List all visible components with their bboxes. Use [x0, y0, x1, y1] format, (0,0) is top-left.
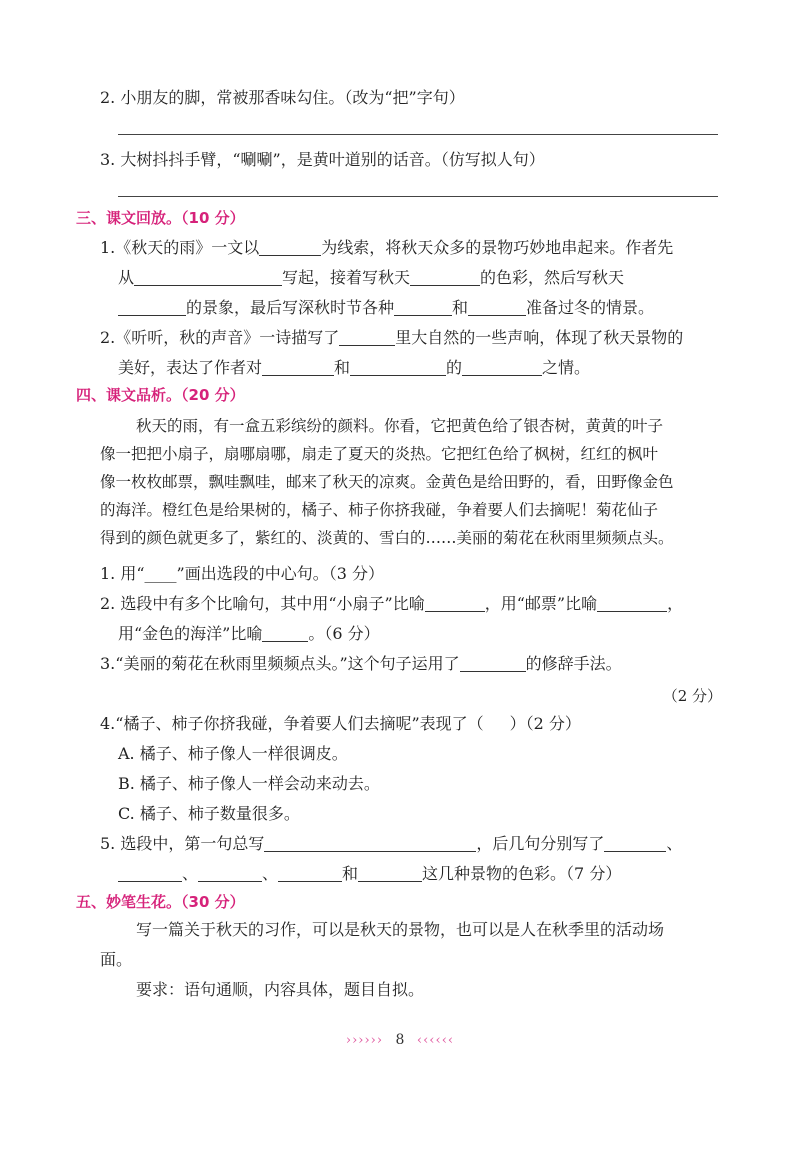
blank[interactable] [350, 359, 446, 376]
blank[interactable] [198, 865, 262, 882]
s3-line-5: 美好，表达了作者对 和 的 之情。 [118, 358, 591, 377]
blank[interactable] [264, 835, 476, 852]
blank[interactable] [118, 865, 182, 882]
blank[interactable] [259, 239, 321, 256]
passage-line: 得到的颜色就更多了，紫红的、淡黄的、雪白的……美丽的菊花在秋雨里频频点头。 [100, 529, 674, 547]
s3-line-3: 的景象，最后写深秋时节各种 和 准备过冬的情景。 [118, 296, 654, 320]
blank[interactable] [339, 329, 395, 346]
s5-text-line-1: 写一篇关于秋天的习作，可以是秋天的景物，也可以是人在秋季里的活动场 [136, 920, 665, 939]
blank[interactable] [468, 299, 526, 316]
s4-question-5: 5. 选段中，第一句总写 ，后几句分别写了 、 [100, 834, 683, 853]
passage-line: 像一把把小扇子，扇哪扇哪，扇走了夏天的炎热。它把红色给了枫树，红红的枫叶 [100, 445, 659, 463]
page-footer [0, 1032, 800, 1048]
s4-question-3: 3.“美丽的菊花在秋雨里频频点头。”这个句子运用了 的修辞手法。 [100, 654, 622, 673]
blank[interactable] [118, 299, 186, 316]
s3-line-1: 1.《秋天的雨》一文以 为线索，将秋天众多的景物巧妙地串起来。作者先 [100, 238, 674, 257]
blank[interactable] [462, 359, 542, 376]
option-a: A. 橘子、柿子像人一样很调皮。 [118, 744, 348, 763]
page-number: 8 [395, 1032, 405, 1048]
blank[interactable] [262, 359, 334, 376]
blank[interactable] [604, 835, 666, 852]
section-5-title: 五、妙笔生花。（30 分） [76, 893, 245, 911]
blank[interactable] [597, 595, 667, 612]
section-4-title: 四、课文品析。（20 分） [76, 386, 245, 404]
blank[interactable] [134, 269, 282, 286]
option-b: B. 橘子、柿子像人一样会动来动去。 [118, 774, 380, 793]
s5-text-line-2: 面。 [100, 950, 133, 969]
passage-line: 像一枚枚邮票，飘哇飘哇，邮来了秋天的凉爽。金黄色是给田野的，看，田野像金色 [100, 473, 674, 491]
blank[interactable] [262, 625, 308, 642]
option-c: C. 橘子、柿子数量很多。 [118, 804, 300, 823]
s3-line-2: 从 写起，接着写秋天 的色彩，然后写秋天 [118, 268, 625, 287]
s4-question-4: 4.“橘子、柿子你挤我碰，争着要人们去摘呢”表现了（ ）（2 分） [100, 714, 581, 733]
s4-question-1: 1. 用“____”画出选段的中心句。（3 分） [100, 564, 384, 583]
question-3: 3. 大树抖抖手臂，“唰唰”，是黄叶道别的话音。（仿写拟人句） [100, 150, 545, 169]
s3-line-4: 2.《听听，秋的声音》一诗描写了 里大自然的一些声响，体现了秋天景物的 [100, 328, 684, 347]
arrow-left-icon: ‹‹‹‹‹‹ [416, 1033, 455, 1048]
s5-requirement: 要求：语句通顺，内容具体，题目自拟。 [136, 980, 425, 999]
blank[interactable] [394, 299, 452, 316]
answer-line[interactable] [118, 196, 718, 197]
passage-line: 秋天的雨，有一盒五彩缤纷的颜料。你看，它把黄色给了银杏树，黄黄的叶子 [136, 417, 664, 435]
blank[interactable] [358, 865, 422, 882]
blank[interactable] [460, 655, 526, 672]
score-label: （2 分） [662, 687, 722, 705]
question-2: 2. 小朋友的脚，常被那香味勾住。（改为“把”字句） [100, 88, 465, 107]
s4-question-5-cont: 、 、 和 这几种景物的色彩。（7 分） [118, 862, 621, 886]
passage-line: 的海洋。橙红色是给果树的，橘子、柿子你挤我碰，争着要人们去摘呢！菊花仙子 [100, 501, 659, 519]
blank[interactable] [425, 595, 485, 612]
answer-line[interactable] [118, 134, 718, 135]
blank[interactable] [278, 865, 342, 882]
arrow-right-icon: ›››››› [345, 1033, 384, 1048]
blank[interactable] [410, 269, 480, 286]
s4-question-2-cont: 用“金色的海洋”比喻 。（6 分） [118, 624, 380, 643]
s4-question-2: 2. 选段中有多个比喻句，其中用“小扇子”比喻 ，用“邮票”比喻 ， [100, 594, 684, 613]
section-3-title: 三、课文回放。（10 分） [76, 209, 245, 227]
